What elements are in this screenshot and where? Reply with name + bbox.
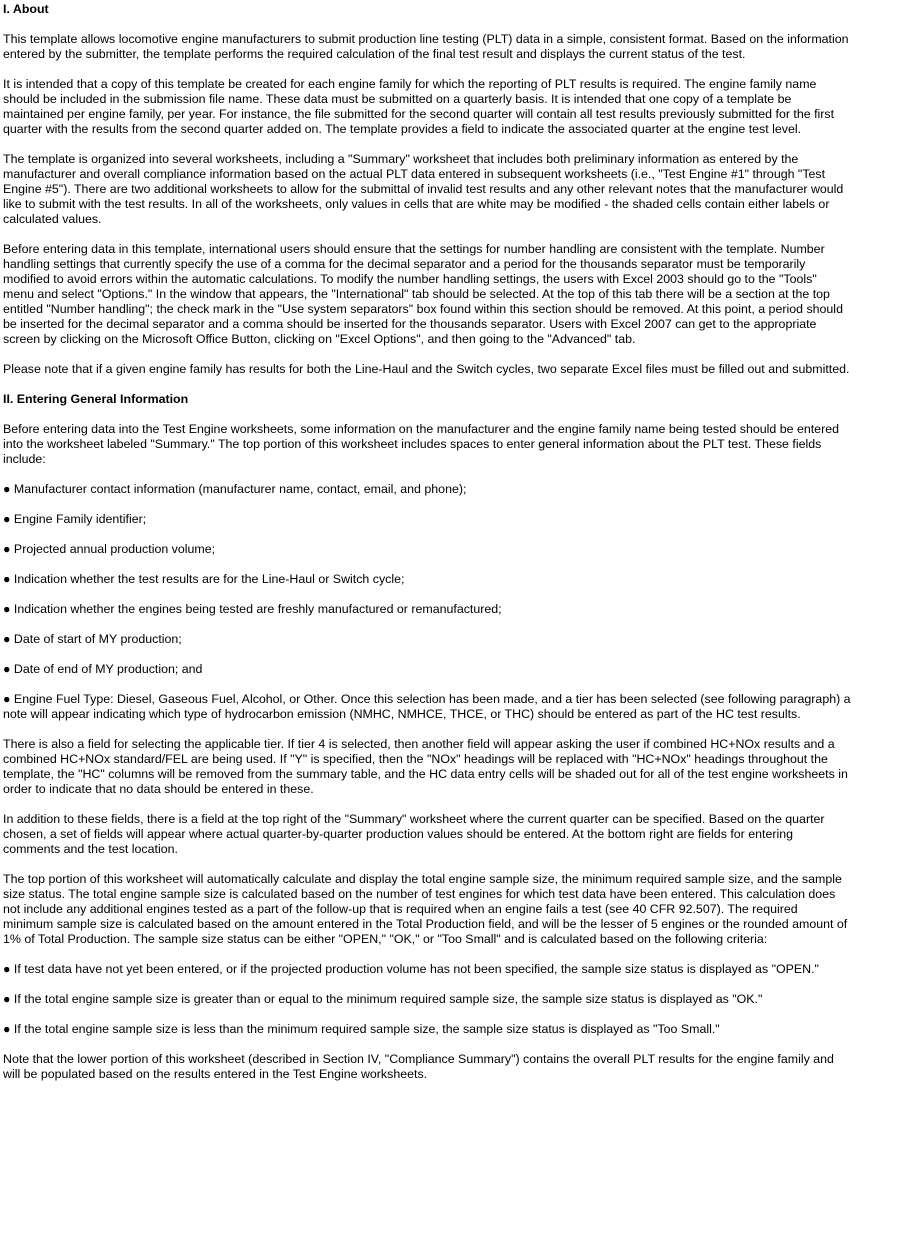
blank-line (3, 617, 919, 632)
text-line: ● If the total engine sample size is greater than or equal to the minimum required sample size, the sample size status is displayed as "OK." (3, 992, 763, 1006)
text-line: ● Manufacturer contact information (manufacturer name, contact, email, and phone); (3, 482, 467, 496)
text-line: ● Indication whether the engines being tested are freshly manufactured or remanufactured; (3, 602, 502, 616)
section-heading: II. Entering General Information (3, 392, 189, 406)
blank-line (3, 557, 919, 572)
text-line: It is intended that a copy of this template be created for each engine family for which the reporting of PLT results is required. The engine family name (3, 77, 817, 91)
bullet-item (3, 602, 919, 617)
text-line: ● If test data have not yet been entered, or if the projected production volume has not been specified, the sample size status is displayed as "OPEN." (3, 962, 819, 976)
blank-line (3, 677, 919, 692)
text-line: Engine #5"). There are two additional worksheets to allow for the submittal of invalid test results and any other relevant notes that the manufacturer would (3, 182, 844, 196)
text-line: menu and select "Options." In the window that appears, the "International" tab should be selected. At the top of this tab there will be a section at the top (3, 287, 830, 301)
text-line: ● Engine Family identifier; (3, 512, 147, 526)
blank-line (3, 1007, 919, 1022)
text-line: Before entering data in this template, international users should ensure that the settings for number handling are consistent with the template. Number (3, 242, 825, 256)
text-line: The template is organized into several worksheets, including a "Summary" worksheet that includes both preliminary information as entered by the (3, 152, 799, 166)
text-line: There is also a field for selecting the applicable tier. If tier 4 is selected, then another field will appear asking the user if combined HC+NOx results and a (3, 737, 835, 751)
text-line: The top portion of this worksheet will automatically calculate and display the total engine sample size, the minimum required sample size, and the sample (3, 872, 842, 886)
text-line: manufacturer and overall compliance information based on the actual PLT data entered in subsequent worksheets (i.e., "Test Engine #1" through "Test (3, 167, 826, 181)
blank-line (3, 722, 919, 737)
paragraph (3, 812, 919, 857)
bullet-item (3, 992, 919, 1007)
section-heading: I. About (3, 2, 49, 16)
text-line: minimum sample size is calculated based on the amount entered in the Total Production field, and will be the lesser of 5 engines or the rounded amount of (3, 917, 848, 931)
text-line: like to submit with the test results. In all of the worksheets, only values in cells that are white may be modified - the shaded cells contain either labels or (3, 197, 830, 211)
bullet-item (3, 482, 919, 497)
blank-line (3, 347, 919, 362)
blank-line (3, 377, 919, 392)
text-line: Before entering data into the Test Engine worksheets, some information on the manufacturer and the engine family name being tested should be entered (3, 422, 839, 436)
blank-line (3, 62, 919, 77)
text-line: entitled "Number handling"; the check mark in the "Use system separators" box found within this section should be removed. At this point, a period should (3, 302, 843, 316)
blank-line (3, 17, 919, 32)
bullet-item (3, 512, 919, 527)
text-line: ● Engine Fuel Type: Diesel, Gaseous Fuel, Alcohol, or Other. Once this selection has been made, and a tier has been selected (see following paragraph) a (3, 692, 851, 706)
text-line: calculated values. (3, 212, 102, 226)
blank-line (3, 947, 919, 962)
blank-line (3, 527, 919, 542)
bullet-item (3, 572, 919, 587)
paragraph (3, 1052, 919, 1082)
text-line: ● Projected annual production volume; (3, 542, 216, 556)
paragraph (3, 32, 919, 62)
text-line: 1% of Total Production. The sample size status can be either "OPEN," "OK," or "Too Small" and is calculated based on the following criteria: (3, 932, 768, 946)
text-line: In addition to these fields, there is a field at the top right of the "Summary" worksheet where the current quarter can be specified. Based on the quarter (3, 812, 825, 826)
text-line: order to indicate that no data should be entered in these. (3, 782, 314, 796)
text-line: ● Date of end of MY production; and (3, 662, 203, 676)
text-line: ● Date of start of MY production; (3, 632, 182, 646)
text-line: include: (3, 452, 46, 466)
bullet-item (3, 1022, 919, 1037)
text-line: entered by the submitter, the template performs the required calculation of the final test result and displays the current status of the test. (3, 47, 746, 61)
text-line: ● If the total engine sample size is less than the minimum required sample size, the sample size status is displayed as "Too Small." (3, 1022, 720, 1036)
bullet-item (3, 542, 919, 557)
text-line: size status. The total engine sample size is calculated based on the number of test engines for which test data have been entered. This calculation does (3, 887, 836, 901)
text-line: template, the "HC" columns will be removed from the summary table, and the HC data entry cells will be shaded out for all of the test engine worksheets in (3, 767, 848, 781)
blank-line (3, 227, 919, 242)
paragraph (3, 362, 919, 377)
paragraph (3, 242, 919, 347)
paragraph (3, 77, 919, 137)
blank-line (3, 587, 919, 602)
text-line: into the worksheet labeled "Summary." The top portion of this worksheet includes spaces to enter general information about the PLT test. These fields (3, 437, 822, 451)
text-line: will be populated based on the results entered in the Test Engine worksheets. (3, 1067, 428, 1081)
text-line: should be included in the submission file name. These data must be submitted on a quarterly basis. It is intended that one copy of a template be (3, 92, 792, 106)
paragraph (3, 152, 919, 227)
blank-line (3, 467, 919, 482)
blank-line (3, 857, 919, 872)
bullet-item (3, 692, 919, 722)
text-line: This template allows locomotive engine manufacturers to submit production line testing (PLT) data in a simple, consistent format. Based on the information (3, 32, 849, 46)
text-line: modified to avoid errors within the automatic calculations. To modify the number handling settings, the users with Excel 2003 should go to the "Tools" (3, 272, 817, 286)
text-line: ● Indication whether the test results are for the Line-Haul or Switch cycle; (3, 572, 405, 586)
blank-line (3, 1037, 919, 1052)
text-line: Note that the lower portion of this worksheet (described in Section IV, "Compliance Summary") contains the overall PLT results for the engine family and (3, 1052, 834, 1066)
bullet-item (3, 962, 919, 977)
text-line: screen by clicking on the Microsoft Office Button, clicking on "Excel Options", and then going to the "Advanced" tab. (3, 332, 636, 346)
text-line: combined HC+NOx standard/FEL are being used. If "Y" is specified, then the "NOx" headings will be replaced with "HC+NOx" headings throughout the (3, 752, 828, 766)
blank-line (3, 977, 919, 992)
text-line: chosen, a set of fields will appear where actual quarter-by-quarter production values should be entered. At the bottom right are fields for entering (3, 827, 794, 841)
blank-line (3, 137, 919, 152)
paragraph (3, 872, 919, 947)
blank-line (3, 797, 919, 812)
text-line: not include any additional engines tested as a part of the follow-up that is required when an engine fails a test (see 40 CFR 92.507). The required (3, 902, 798, 916)
text-line: quarter with the results from the second quarter added on. The template provides a field to indicate the associated quarter at the engine test level. (3, 122, 802, 136)
blank-line (3, 497, 919, 512)
text-line: comments and the test location. (3, 842, 178, 856)
text-line: handling settings that currently specify the use of a comma for the decimal separator and a period for the thousands separator must be temporarily (3, 257, 806, 271)
bullet-item (3, 662, 919, 677)
blank-line (3, 407, 919, 422)
paragraph (3, 737, 919, 797)
blank-line (3, 647, 919, 662)
text-line: note will appear indicating which type of hydrocarbon emission (NMHC, NMHCE, THCE, or THC) should be entered as part of the HC test results. (3, 707, 801, 721)
paragraph (3, 422, 919, 467)
text-line: Please note that if a given engine family has results for both the Line-Haul and the Switch cycles, two separate Excel files must be filled out and submitted. (3, 362, 850, 376)
text-line: be inserted for the decimal separator and a comma should be inserted for the thousands separator. Users with Excel 2007 can get to the appropriate (3, 317, 817, 331)
text-line: maintained per engine family, per year. For instance, the file submitted for the second quarter will contain all test results previously submitted for the first (3, 107, 835, 121)
bullet-item (3, 632, 919, 647)
